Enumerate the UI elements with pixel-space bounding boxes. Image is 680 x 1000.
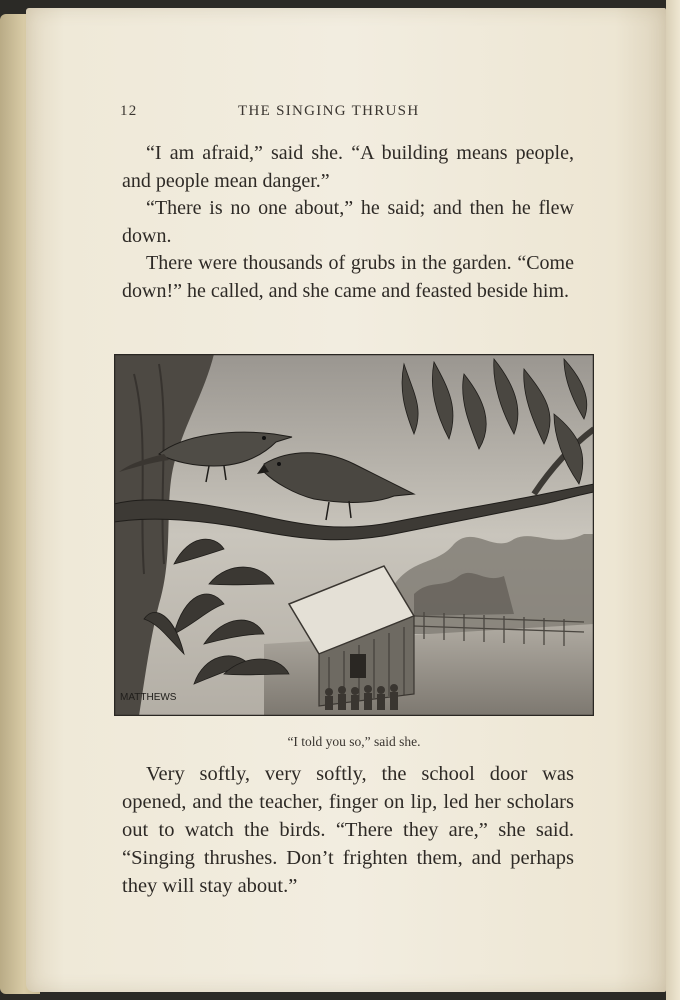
paragraph: “I am afraid,” said she. “A building means people, and people mean danger.” <box>122 142 574 192</box>
text-block-bottom <box>122 760 574 900</box>
facing-page-edge <box>666 0 680 1000</box>
paragraph: “There is no one about,” he said; and then he flew down. <box>122 197 574 247</box>
running-title: THE SINGING THRUSH <box>238 103 420 119</box>
illustration-two-thrushes-on-branch <box>114 354 594 716</box>
text-block-top <box>122 140 574 305</box>
paragraph: Very softly, very softly, the school door was opened, and the teacher, finger on lip, led her scholars out to watch the birds. “There they are,” she said. “Singing thrushes. Don’t frighten them, and perhaps they will stay about.” <box>122 763 574 897</box>
illustration-signature: MATTHEWS <box>120 692 177 703</box>
illustration-caption: “I told you so,” said she. <box>287 734 421 749</box>
page-number: 12 <box>120 103 138 119</box>
paragraph: There were thousands of grubs in the garden. “Come down!” he called, and she came and feasted beside him. <box>122 252 574 302</box>
